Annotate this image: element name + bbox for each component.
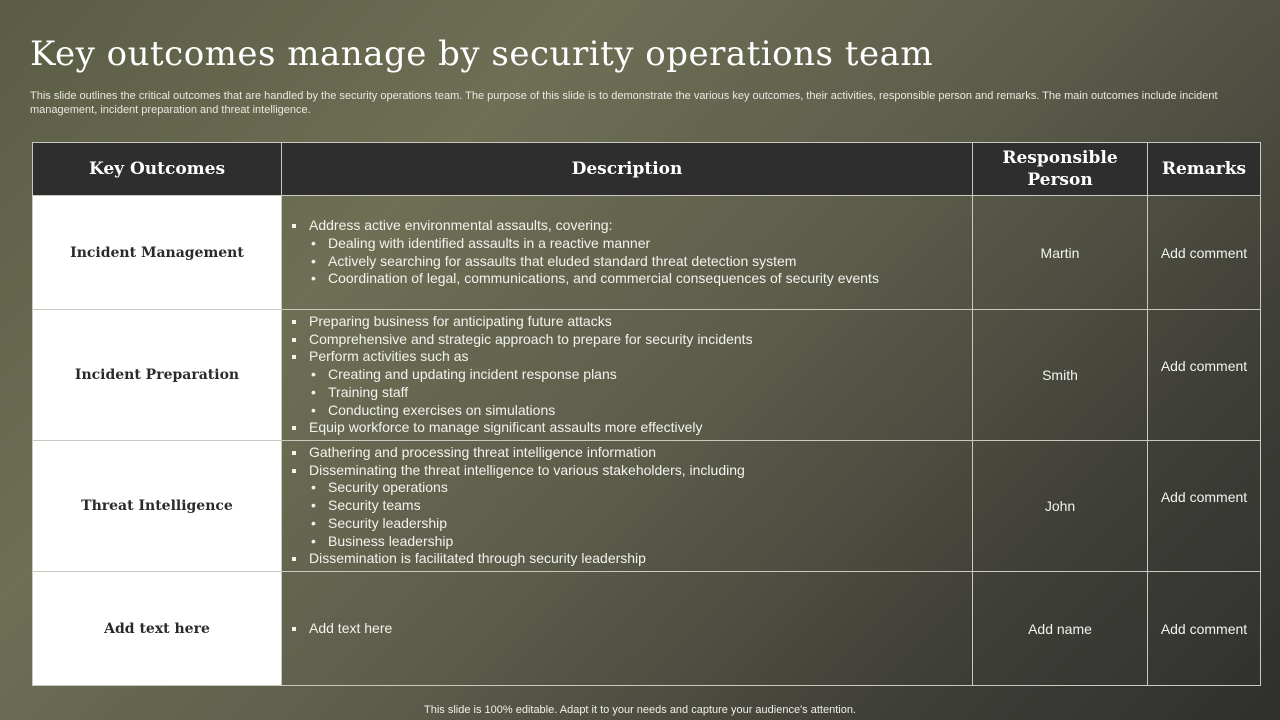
header-responsible-person: [973, 143, 1148, 196]
description-cell: [282, 196, 973, 310]
remark-cell: Add comment: [1148, 196, 1261, 310]
remark-cell: [1148, 441, 1261, 572]
list-item: • Conducting exercises on simulations: [309, 402, 964, 420]
list-item: • Dealing with identified assaults in a reactive manner: [309, 235, 964, 253]
table-row: [33, 441, 1261, 572]
list-item: [290, 348, 964, 419]
table-row: [33, 310, 1261, 441]
description-list: [290, 620, 964, 638]
header-remarks: Remarks: [1148, 143, 1261, 196]
list-item: Preparing business for anticipating future attacks: [290, 313, 964, 331]
outcome-cell: Incident Management: [33, 196, 282, 310]
list-item: • Creating and updating incident response plans: [309, 366, 964, 384]
outcome-cell: Incident Preparation: [33, 310, 282, 441]
person-cell: Smith: [973, 310, 1148, 441]
remark-cell: Add comment: [1148, 572, 1261, 686]
description-cell: [282, 310, 973, 441]
list-item: • Security leadership: [309, 515, 964, 533]
header-description: Description: [282, 143, 973, 196]
slide-footer: This slide is 100% editable. Adapt it to your needs and capture your audience's attention.: [424, 704, 856, 716]
remark-cell: [1148, 310, 1261, 441]
outcome-cell: Threat Intelligence: [33, 441, 282, 572]
list-item-text: Perform activities such as: [309, 348, 469, 365]
list-item: Add text here: [290, 620, 964, 638]
description-cell: [282, 441, 973, 572]
list-item-text: Address active environmental assaults, covering:: [309, 217, 613, 234]
sub-list: [309, 366, 964, 419]
remark-text: Add comment: [1160, 489, 1248, 505]
outcomes-table: [32, 142, 1261, 686]
description-list: [290, 444, 964, 568]
description-cell: [282, 572, 973, 686]
table-header-row: [33, 143, 1261, 196]
header-responsible-person-label: Responsible Person: [1002, 148, 1118, 190]
list-item: [290, 217, 964, 288]
list-item-text: Disseminating the threat intelligence to various stakeholders, including: [309, 461, 745, 478]
person-cell: Martin: [973, 196, 1148, 310]
list-item: Dissemination is facilitated through security leadership: [290, 550, 964, 568]
sub-list: [309, 235, 964, 288]
description-list: [290, 217, 964, 288]
list-item: Equip workforce to manage significant assaults more effectively: [290, 419, 964, 437]
person-cell: John: [973, 441, 1148, 572]
list-item: Comprehensive and strategic approach to prepare for security incidents: [290, 331, 964, 349]
slide-title: Key outcomes manage by security operations team: [30, 34, 934, 74]
list-item: Gathering and processing threat intelligence information: [290, 444, 964, 462]
list-item: • Security teams: [309, 497, 964, 515]
list-item: [290, 462, 964, 551]
sub-list: [309, 479, 964, 550]
table-row: [33, 572, 1261, 686]
list-item: • Security operations: [309, 479, 964, 497]
list-item: • Training staff: [309, 384, 964, 402]
remark-text: Add comment: [1160, 358, 1248, 374]
description-list: [290, 313, 964, 437]
slide-subtitle: This slide outlines the critical outcomes that are handled by the security operations team. The purpose of this slide is to demonstrate the various key outcomes, their activities, responsible person and remarks. The main outcomes include incident management, incident preparation and threat intelligence.: [30, 90, 1218, 116]
outcome-cell: Add text here: [33, 572, 282, 686]
person-cell: Add name: [973, 572, 1148, 686]
header-key-outcomes: Key Outcomes: [33, 143, 282, 196]
list-item: • Actively searching for assaults that eluded standard threat detection system: [309, 253, 964, 271]
list-item: • Business leadership: [309, 533, 964, 551]
list-item: • Coordination of legal, communications, and commercial consequences of security events: [309, 270, 964, 288]
table-row: [33, 196, 1261, 310]
